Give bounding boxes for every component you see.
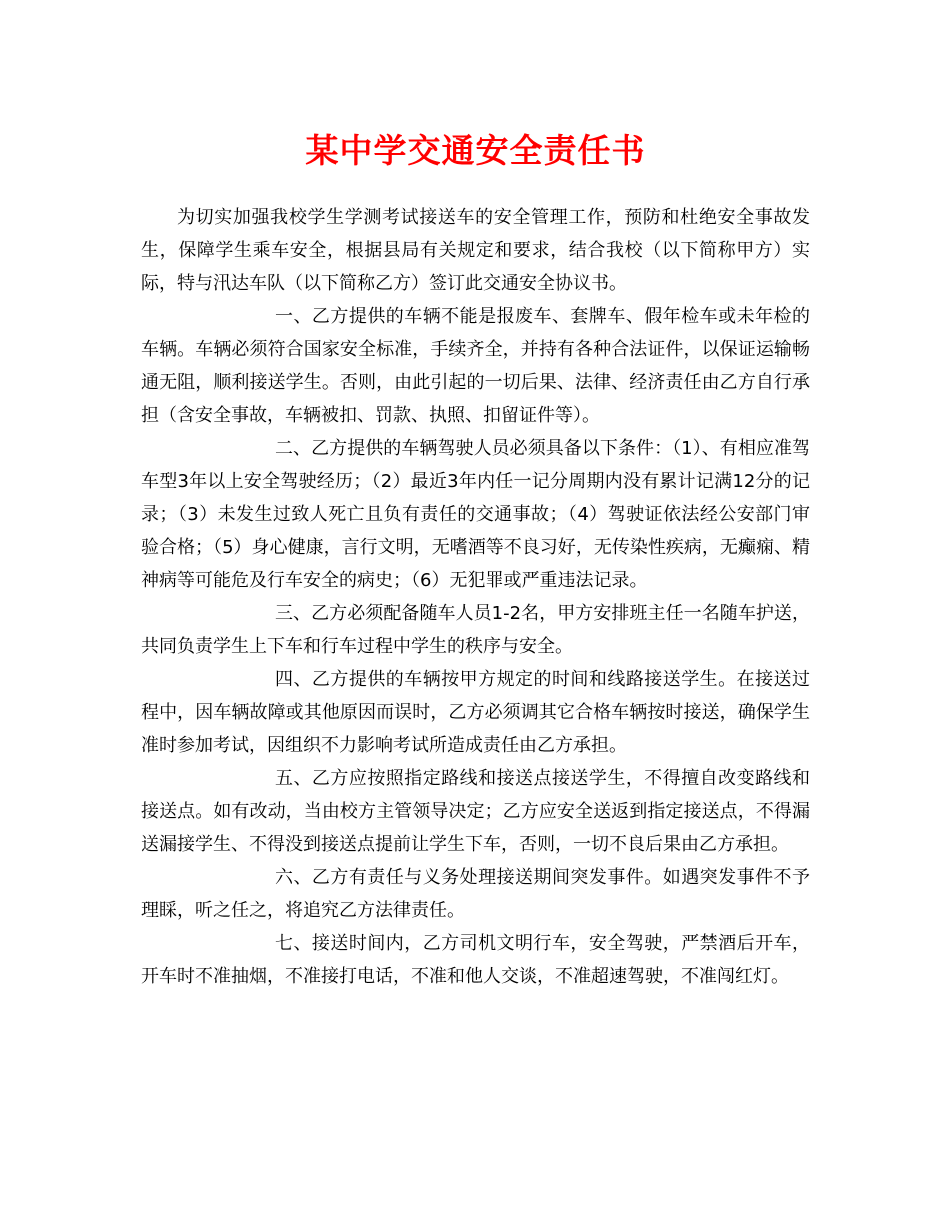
clause-7-paragraph: 七、接送时间内，乙方司机文明行车，安全驾驶，严禁酒后开车，开车时不准抽烟，不准接打电话，不准和他人交谈，不准超速驾驶，不准闯红灯。 [141,933,810,987]
clause-5-paragraph: 五、乙方应按照指定路线和接送点接送学生，不得擅自改变路线和接送点。如有改动，当由校方主管领导决定；乙方应安全送返到指定接送点，不得漏送漏接学生、不得没到接送点提前让学生下车，否则，一切不良后果由乙方承担。 [141,768,810,855]
clause-3-paragraph: 三、乙方必须配备随车人员1-2名，甲方安排班主任一名随车护送，共同负责学生上下车和行车过程中学生的秩序与安全。 [141,603,810,657]
document-body [141,201,810,993]
clause-4-paragraph: 四、乙方提供的车辆按甲方规定的时间和线路接送学生。在接送过程中，因车辆故障或其他原因而误时，乙方必须调其它合格车辆按时接送，确保学生准时参加考试，因组织不力影响考试所造成责任由乙方承担。 [141,669,810,756]
document-title: 某中学交通安全责任书 [305,131,646,170]
intro-paragraph: 为切实加强我校学生学测考试接送车的安全管理工作，预防和杜绝安全事故发生，保障学生乘车安全，根据县局有关规定和要求，结合我校（以下简称甲方）实际，特与汛达车队（以下简称乙方）签订此交通安全协议书。 [141,207,810,294]
clause-2-paragraph: 二、乙方提供的车辆驾驶人员必须具备以下条件：（1）、有相应准驾车型3年以上安全驾驶经历；（2）最近3年内任一记分周期内没有累计记满12分的记录；（3）未发生过致人死亡且负有责任的交通事故；（4）驾驶证依法经公安部门审验合格；（5）身心健康，言行文明，无嗜酒等不良习好，无传染性疾病，无癫痫、精神病等可能危及行车安全的病史；（6）无犯罪或严重违法记录。 [141,438,810,591]
clause-1-paragraph: 一、乙方提供的车辆不能是报废车、套牌车、假年检车或未年检的车辆。车辆必须符合国家安全标准，手续齐全，并持有各种合法证件，以保证运输畅通无阻，顺利接送学生。否则，由此引起的一切后果、法律、经济责任由乙方自行承担（含安全事故，车辆被扣、罚款、执照、扣留证件等）。 [141,306,810,426]
clause-6-paragraph: 六、乙方有责任与义务处理接送期间突发事件。如遇突发事件不予理睬，听之任之，将追究乙方法律责任。 [141,867,810,921]
